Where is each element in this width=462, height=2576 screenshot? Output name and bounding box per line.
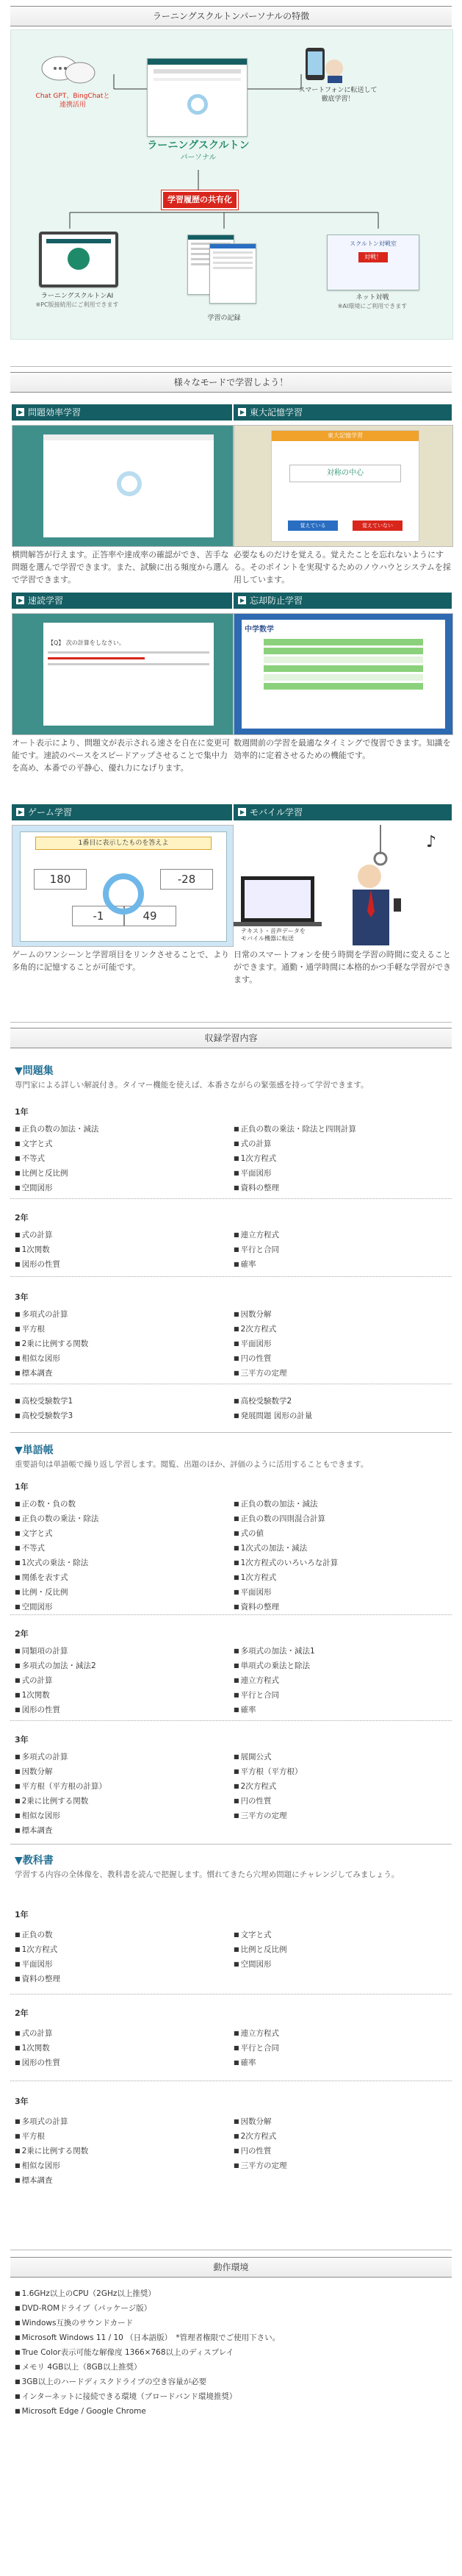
remember-button[interactable]: 覚えている [288, 520, 338, 531]
brand-title: ラーニングスクルトン [147, 140, 250, 151]
topic-list-left [15, 1228, 60, 1272]
modes-header: 様々なモードで学習しよう！ [10, 372, 452, 393]
topic-item: ■ 関係を表す式 [15, 1570, 99, 1585]
topic-item: ■ 高校受験数学3 [15, 1409, 73, 1423]
topic-item: ■ 不等式 [15, 1541, 99, 1556]
features-diagram [10, 29, 453, 340]
todai-top: 東大記憶学習 [272, 431, 419, 441]
history-label: 学習の記録 [207, 315, 241, 322]
topic-item: ■ 1次方程式 [234, 1570, 338, 1585]
requirement-item: ■ インターネットに接続できる環境（ブロードバンド環境推奨） [15, 2389, 452, 2404]
topic-item: ■ 空間図形 [15, 1600, 99, 1614]
topic-list-left [15, 1750, 107, 1838]
todai-word: 対称の中心 [289, 465, 401, 482]
topic-item: ■ 多項式の計算 [15, 1750, 107, 1764]
mode-desc-game: ゲームのワンシーンと学習項目をリンクさせることで、より多角的に記憶することが可能です。 [12, 950, 230, 972]
topic-item: ■ 高校受験数学2 [234, 1394, 312, 1409]
topic-item: ■ 相似な図形 [15, 1351, 88, 1366]
section-title-mondaishu: ▼問題集 [15, 1065, 54, 1077]
section-desc-kyokasho: 学習する内容の全体像を、教科書を読んで把握します。慣れてきたら穴埋め問題にチャレンジしてみましょう。 [15, 1870, 400, 1879]
topic-item: ■ 平方根（平方根） [234, 1764, 303, 1779]
topic-item: ■ 比例と反比例 [234, 1942, 287, 1957]
topic-list-right [234, 1228, 279, 1272]
grade-label: 3年 [15, 1292, 29, 1302]
phone-label: スマートフォンに転送して 徹底学習！ [298, 87, 378, 103]
requirement-item: ■ Windows互換のサウンドカード [15, 2316, 452, 2330]
topic-item: ■ 平行と合同 [234, 1688, 315, 1703]
smartphone-icon [301, 46, 345, 85]
topic-item: ■ 正負の数の加法・減法 [15, 1122, 99, 1137]
topic-item: ■ 標本調査 [15, 1366, 88, 1381]
topic-list-left [15, 1307, 88, 1381]
topic-item: ■ 文字と式 [234, 1928, 287, 1942]
topic-item: ■ 2次方程式 [234, 2129, 287, 2144]
requirements-header: 動作環境 [10, 2257, 452, 2278]
requirements-list [15, 2286, 452, 2419]
topic-item: ■ 同類項の計算 [15, 1644, 96, 1659]
topic-item: ■ 比例・反比例 [15, 1585, 99, 1600]
net-screen-title: スクルトン対戦室 [350, 240, 397, 247]
ai-label: Chat GPT、BingChatと 連携活用 [35, 93, 110, 109]
mode-title-mobile: モバイル学習 [234, 804, 452, 820]
topic-item: ■ 単項式の乗法と除法 [234, 1659, 315, 1673]
topic-item: ■ 三平方の定理 [234, 1366, 287, 1381]
topic-item: ■ 展開公式 [234, 1750, 303, 1764]
topic-item: ■ 正負の数 [15, 1928, 60, 1942]
todai-screenshot [234, 425, 453, 547]
grade-label: 3年 [15, 1735, 29, 1745]
topic-item: ■ 1次方程式 [15, 1942, 60, 1957]
net-battle-button[interactable]: 対戦！ [358, 252, 388, 262]
topic-item: ■ 発展問題 図形の計量 [234, 1409, 312, 1423]
topic-list-right [234, 2114, 287, 2173]
mode-desc-sokudoku: オート表示により、問題文が表示される速さを自在に変更可能です。速読のペースをスピードアップさせることで集中力を高め、本番での平静心、優れ力になげります。 [12, 738, 230, 773]
topic-item: ■ 平面図形 [234, 1337, 287, 1351]
game-number[interactable]: 49 [123, 906, 176, 926]
topic-item: ■ 確率 [234, 2056, 279, 2070]
topic-item: ■ 1次関数 [15, 1242, 60, 1257]
topic-list-left [15, 1497, 99, 1614]
sokudoku-question: 【Q】 次の計算をしなさい。 [48, 640, 125, 646]
topic-item: ■ 多項式の計算 [15, 2114, 88, 2129]
not-remember-button[interactable]: 覚えていない [353, 520, 403, 531]
topic-item: ■ 式の計算 [15, 1673, 96, 1688]
topic-item: ■ 平方根（平方根の計算） [15, 1779, 107, 1794]
mode-title-forget: 忘却防止学習 [234, 593, 452, 609]
main-app-screen [147, 58, 248, 137]
topic-item: ■ 図形の性質 [15, 1703, 96, 1717]
topic-item: ■ 正負の数の加法・減法 [234, 1497, 338, 1511]
topic-item: ■ 確率 [234, 1257, 279, 1272]
game-question: 1番目に表示したものを答えよ [35, 837, 212, 850]
topic-item: ■ 確率 [234, 1703, 315, 1717]
topic-item: ■ 式の値 [234, 1526, 338, 1541]
grade-label: 1年 [15, 1910, 29, 1920]
requirement-item: ■ Microsoft Edge / Google Chrome [15, 2404, 452, 2419]
topic-list-right [234, 1928, 287, 1972]
topic-item: ■ 2乗に比例する関数 [15, 2144, 88, 2158]
requirement-item: ■ 3GB以上のハードディスクドライブの空き容量が必要 [15, 2375, 452, 2389]
contents-header: 収録学習内容 [10, 1028, 452, 1048]
topic-list-right [234, 1644, 315, 1717]
topic-item: ■ 正の数・負の数 [15, 1497, 99, 1511]
mobile-text: テキスト・音声データを モバイル機器に転送 [241, 928, 306, 942]
divider [10, 366, 452, 367]
topic-list-left [15, 2026, 60, 2070]
ai-app-sub: ※PC版接続用にご利用できます [35, 301, 119, 308]
grade-label: 2年 [15, 1629, 29, 1639]
grade-label: 3年 [15, 2097, 29, 2106]
divider [10, 1276, 452, 1277]
topic-list-left [15, 1928, 60, 1986]
ai-chat-icon [40, 55, 98, 87]
topic-item: ■ 図形の性質 [15, 1257, 60, 1272]
topic-item: ■ 文字と式 [15, 1526, 99, 1541]
requirement-item: ■ メモリ 4GB以上（8GB以上推奨） [15, 2360, 452, 2375]
requirement-item: ■ True Color表示可能な解像度 1366×768以上のディスプレイ [15, 2345, 452, 2360]
topic-item: ■ 平行と合同 [234, 2041, 279, 2056]
topic-item: ■ 円の性質 [234, 2144, 287, 2158]
mode-title-sokudoku: 速読学習 [12, 593, 232, 609]
topic-item: ■ 高校受験数学1 [15, 1394, 73, 1409]
topic-item: ■ 資料の整理 [234, 1600, 338, 1614]
topic-item: ■ 1次式の加法・減法 [234, 1541, 338, 1556]
grade-label: 2年 [15, 1213, 29, 1223]
topic-item: ■ 空間図形 [234, 1957, 287, 1972]
topic-item: ■ 図形の性質 [15, 2056, 60, 2070]
topic-item: ■ 連立方程式 [234, 2026, 279, 2041]
game-number[interactable]: -1 [72, 906, 125, 926]
divider [10, 1844, 452, 1845]
topic-item: ■ 1次関数 [15, 1688, 96, 1703]
topic-list-left [15, 1394, 73, 1423]
topic-item: ■ 円の性質 [234, 1351, 287, 1366]
topic-item: ■ 2次方程式 [234, 1779, 303, 1794]
topic-list-left [15, 1122, 99, 1195]
mode-title-efficiency: 問題効率学習 [12, 404, 232, 421]
grade-label: 2年 [15, 2008, 29, 2018]
divider [10, 1198, 452, 1199]
game-ring [103, 873, 144, 915]
net-label: ネット対戦 [355, 294, 389, 301]
ai-app-label: ラーニングスクルトンAI [40, 293, 114, 300]
topic-item: ■ 平面図形 [234, 1166, 356, 1181]
topic-item: ■ 不等式 [15, 1151, 99, 1166]
features-header: ラーニングスクルトンパーソナルの特徴 [10, 6, 452, 26]
topic-item: ■ 標本調査 [15, 1823, 107, 1838]
requirement-item: ■ Microsoft Windows 11 / 10 （日本語版） *管理者権限でご使用下さい。 [15, 2330, 452, 2345]
topic-list-right [234, 1750, 303, 1823]
topic-list-left [15, 1644, 96, 1717]
topic-item: ■ 式の計算 [234, 1137, 356, 1151]
topic-list-right [234, 2026, 279, 2070]
topic-item: ■ 平面図形 [234, 1585, 338, 1600]
mode-desc-efficiency: 横問解答が行えます。正答率や達成率の確認ができ、苦手な問題を選んで学習できます。また、試験に出る頻度から選んで学習できます。 [12, 550, 230, 584]
topic-list-right [234, 1122, 356, 1195]
net-sub: ※AI環境にご利用できます [337, 303, 408, 310]
section-title-kyokasho: ▼教科書 [15, 1855, 54, 1867]
divider [10, 1432, 452, 1433]
topic-item: ■ 比例と反比例 [15, 1166, 99, 1181]
topic-item: ■ 連立方程式 [234, 1673, 315, 1688]
efficiency-screenshot [12, 425, 234, 547]
topic-item: ■ 因数分解 [15, 1764, 107, 1779]
topic-item: ■ 式の計算 [15, 2026, 60, 2041]
game-number[interactable]: 180 [34, 869, 87, 890]
topic-item: ■ 1次式の乗法・除法 [15, 1556, 99, 1570]
topic-item: ■ 1次方程式のいろいろな計算 [234, 1556, 338, 1570]
topic-list-right [234, 1307, 287, 1381]
mode-title-todai: 東大記憶学習 [234, 404, 452, 421]
topic-item: ■ 因数分解 [234, 2114, 287, 2129]
mode-desc-mobile: 日常のスマートフォンを使う時間を学習の時間に変えることができます。通勤・通学時間に本格的かつ手軽な学習ができます。 [234, 950, 452, 984]
topic-item: ■ 標本調査 [15, 2173, 88, 2188]
divider [10, 1022, 452, 1023]
topic-item: ■ 円の性質 [234, 1794, 303, 1808]
game-screenshot [12, 825, 234, 947]
brand-subtitle: パーソナル [180, 154, 217, 162]
history-screen-2 [209, 243, 256, 304]
forget-screenshot [234, 613, 453, 735]
topic-item: ■ 平行と合同 [234, 1242, 279, 1257]
topic-item: ■ 三平方の定理 [234, 2158, 287, 2173]
requirement-item: ■ 1.6GHz以上のCPU（2GHz以上推奨） [15, 2286, 452, 2301]
topic-item: ■ 多項式の計算 [15, 1307, 88, 1322]
topic-item: ■ 平方根 [15, 1322, 88, 1337]
topic-item: ■ 相似な図形 [15, 1808, 107, 1823]
topic-item: ■ 空間図形 [15, 1181, 99, 1195]
topic-item: ■ 文字と式 [15, 1137, 99, 1151]
mobile-illustration [234, 825, 452, 945]
topic-item: ■ 相似な図形 [15, 2158, 88, 2173]
divider [10, 1720, 452, 1721]
mode-title-game: ゲーム学習 [12, 804, 232, 820]
topic-list-right [234, 1394, 312, 1423]
topic-item: ■ 多項式の加法・減法2 [15, 1659, 96, 1673]
topic-item: ■ 正負の数の四則混合計算 [234, 1511, 338, 1526]
grade-label: 1年 [15, 1107, 29, 1117]
game-number[interactable]: -28 [160, 869, 213, 890]
section-desc-tangocho: 重要語句は単語帳で繰り返し学習します。閲覧、出題のほか、評価のように活用することもできます。 [15, 1460, 369, 1469]
topic-item: ■ 1次方程式 [234, 1151, 356, 1166]
section-title-tangocho: ▼単語帳 [15, 1445, 54, 1456]
sokudoku-screenshot [12, 613, 234, 735]
topic-item: ■ 2乗に比例する関数 [15, 1337, 88, 1351]
history-share-badge: 学習履歴の共有化 [162, 190, 238, 210]
topic-item: ■ 平面図形 [15, 1957, 60, 1972]
topic-item: ■ 資料の整理 [234, 1181, 356, 1195]
topic-item: ■ 多項式の加法・減法1 [234, 1644, 315, 1659]
topic-item: ■ 平方根 [15, 2129, 88, 2144]
net-battle-screen [327, 235, 419, 290]
topic-item: ■ 2次方程式 [234, 1322, 287, 1337]
topic-item: ■ 三平方の定理 [234, 1808, 303, 1823]
topic-item: ■ 2乗に比例する関数 [15, 1794, 107, 1808]
forget-title: 中学数学 [245, 626, 274, 634]
requirement-item: ■ DVD-ROMドライブ（パッケージ版） [15, 2301, 452, 2316]
ai-app-screen [39, 232, 118, 287]
topic-item: ■ 正負の数の乗法・除法と四則計算 [234, 1122, 356, 1137]
topic-list-left [15, 2114, 88, 2188]
section-desc-mondaishu: 専門家による詳しい解説付き。タイマー機能を使えば、本番さながらの緊張感を持って学習できます。 [15, 1081, 369, 1090]
svg-text:♪: ♪ [426, 833, 437, 851]
topic-item: ■ 資料の整理 [15, 1972, 60, 1986]
topic-item: ■ 因数分解 [234, 1307, 287, 1322]
topic-item: ■ 1次関数 [15, 2041, 60, 2056]
mode-desc-forget: 数週間前の学習を最適なタイミングで復習できます。知識を効率的に定着させるための機能です。 [234, 738, 451, 760]
topic-item: ■ 連立方程式 [234, 1228, 279, 1242]
divider [10, 1614, 452, 1615]
grade-label: 1年 [15, 1482, 29, 1492]
topic-item: ■ 正負の数の乗法・除法 [15, 1511, 99, 1526]
topic-item: ■ 式の計算 [15, 1228, 60, 1242]
topic-list-right [234, 1497, 338, 1614]
mode-desc-todai: 必要なものだけを覚える。覚えたことを忘れないようにする。そのポイントを実現するためのノウハウとシステムを採用しています。 [234, 550, 451, 584]
